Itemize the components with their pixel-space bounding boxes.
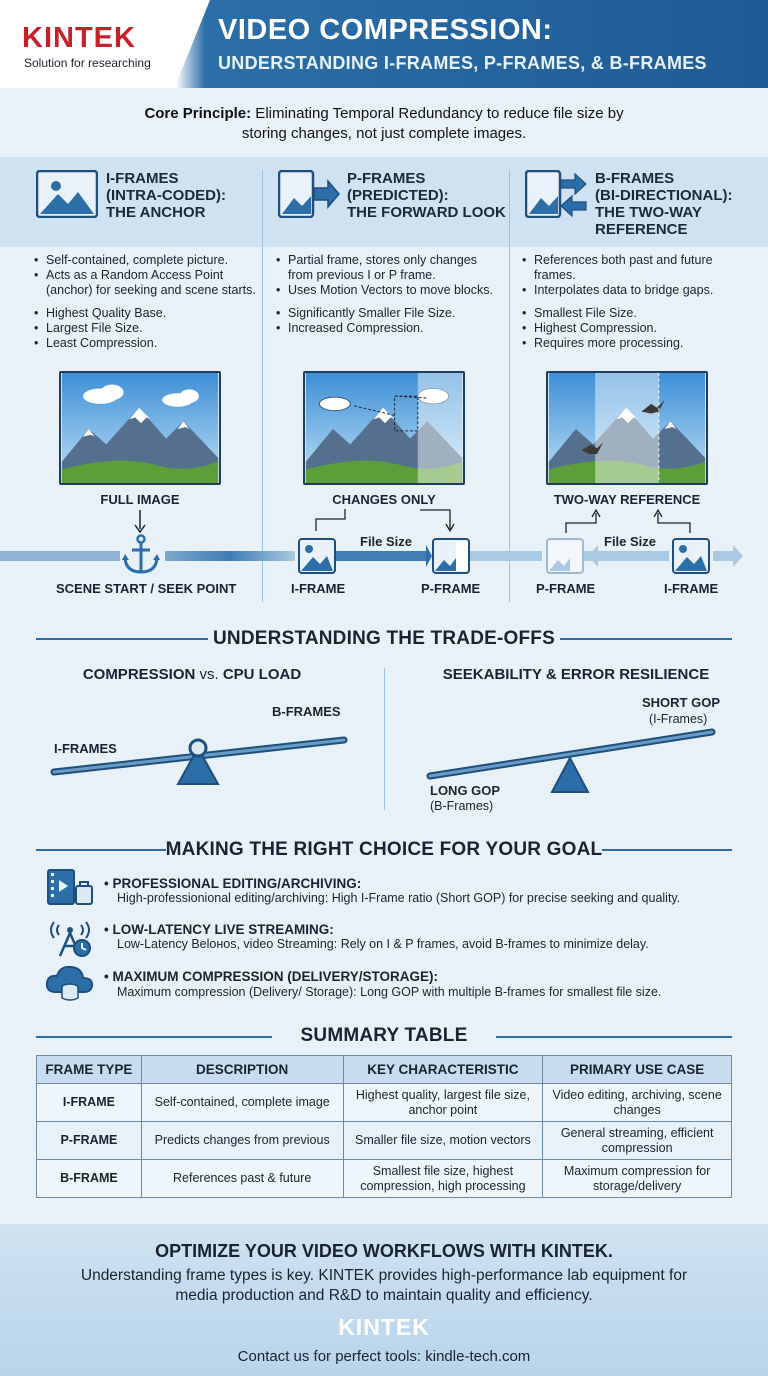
subtitle-part: COMPRESSION [82,666,200,683]
image-icon [36,170,98,218]
goal-heading-text: PROFESSIONAL EDITING/ARCHIVING: [112,876,362,891]
anchor-icon [122,534,160,576]
long-gop-label: LONG GOP [430,783,501,798]
table-cell: Maximum compression for storage/delivery [543,1160,732,1198]
file-size-label: File Size [604,534,657,549]
pframe-title-line: THE FORWARD LOOK [347,204,506,221]
iframe-bullets [34,253,260,351]
pframe-title-line: (PREDICTED): [347,187,449,204]
page-title: VIDEO COMPRESSION: [218,14,553,46]
list-item: • Least Compression. [34,336,260,351]
table-cell: B-FRAME [37,1160,142,1198]
pframe-label: P-FRAME [421,581,481,596]
core-principle-line2: storing changes, not just complete images. [241,125,527,142]
iframe-label: I-FRAME [664,581,719,596]
footer-title: OPTIMIZE YOUR VIDEO WORKFLOWS WITH KINTEK. [155,1241,613,1261]
goal-heading: • PROFESSIONAL EDITING/ARCHIVING: [104,876,362,891]
table-row [37,1160,732,1198]
short-gop-label: SHORT GOP [642,695,721,710]
iframe-thumbnail-icon [672,538,710,574]
list-item: • Highest Quality Base. [34,306,260,321]
pframe-thumbnail-icon [432,538,470,574]
long-gop-sub: (B-Frames) [430,799,494,813]
iframe-title-line: THE ANCHOR [106,204,206,221]
pframe-bullets [276,253,498,336]
table-row [37,1084,732,1122]
table-cell: General streaming, efficient compression [543,1122,732,1160]
list-item: • Highest Compression. [522,321,748,336]
list-item: • Uses Motion Vectors to move blocks. [276,283,498,298]
iframe-title-line: (INTRA-CODED): [106,187,226,204]
iframe-label: I-FRAME [291,581,346,596]
list-item: • Smallest File Size. [522,306,748,321]
pframe-title-line: P-FRAMES [347,170,426,187]
goal-heading-text: MAXIMUM COMPRESSION (DELIVERY/STORAGE): [112,969,439,984]
goal-heading: • MAXIMUM COMPRESSION (DELIVERY/STORAGE): [104,969,439,984]
iframe-title [106,170,226,221]
subtitle-part: CPU LOAD [218,666,302,683]
table-cell: References past & future [141,1160,343,1198]
bframe-title-line: (BI-DIRECTIONAL): [595,187,733,204]
list-item: • Acts as a Random Access Point (anchor) for seeking and scene starts. [34,268,260,298]
pframe-thumbnail-icon [546,538,584,574]
column-header: KEY CHARACTERISTIC [343,1056,543,1084]
core-principle [0,104,768,144]
two-way-reference-caption: TWO-WAY REFERENCE [553,492,701,507]
iframe-title-line: I-FRAMES [106,170,179,187]
table-cell: Self-contained, complete image [141,1084,343,1122]
contact-link[interactable]: Contact us for perfect tools: kindle-tech.com [237,1348,531,1365]
bframe-title-line: REFERENCE [595,221,688,238]
logo-tagline: Solution for researching [24,56,151,70]
seesaw-high-label: B-FRAMES [272,704,341,719]
tradeoffs-divider [384,668,385,810]
list-item: • Largest File Size. [34,321,260,336]
changes-only-caption: CHANGES ONLY [332,492,436,507]
bframe-title-line: B-FRAMES [595,170,675,187]
seek-point-label: SCENE START / SEEK POINT [56,581,237,596]
column-header: PRIMARY USE CASE [543,1056,732,1084]
summary-title: SUMMARY TABLE [300,1025,468,1046]
page-subtitle: UNDERSTANDING I-FRAMES, P-FRAMES, & B-FRAMES [218,53,707,73]
list-item: • Partial frame, stores only changes from previous I or P frame. [276,253,498,283]
forward-arrow-icon [278,170,340,218]
changes-only-picture [303,371,465,485]
table-cell: Video editing, archiving, scene changes [543,1084,732,1122]
table-cell: I-FRAME [37,1084,142,1122]
short-gop-sub: (I-Frames) [649,712,708,726]
file-size-label: File Size [360,534,413,549]
full-image-picture [59,371,221,485]
list-item: • Self-contained, complete picture. [34,253,260,268]
goal-heading-text: LOW-LATENCY LIVE STREAMING: [112,922,334,937]
table-cell: P-FRAME [37,1122,142,1160]
summary-table [36,1055,732,1198]
table-cell: Smallest file size, highest compression, high processing [343,1160,543,1198]
table-cell: Highest quality, largest file size, anchor point [343,1084,543,1122]
cloud-storage-icon [44,962,96,1004]
footer-body: Understanding frame types is key. KINTEK provides high-performance lab equipment for media production and R&D to maintain quality and efficiency. [80,1267,688,1304]
column-header: FRAME TYPE [37,1056,142,1084]
two-way-reference-picture [546,371,708,485]
kintek-logo[interactable]: KINTEK [22,22,136,54]
subtitle-part: vs. [199,666,219,683]
pframe-title [347,170,506,221]
iframe-thumbnail-icon [298,538,336,574]
seesaw-low-label: I-FRAMES [54,741,117,756]
column-header: DESCRIPTION [141,1056,343,1084]
list-item: • Significantly Smaller File Size. [276,306,498,321]
full-image-caption: FULL IMAGE [100,492,180,507]
film-editing-icon [44,868,96,908]
list-item: • Interpolates data to bridge gaps. [522,283,748,298]
table-header-row [37,1056,732,1084]
core-principle-line1: Eliminating Temporal Redundancy to reduce file size by [251,105,624,122]
goal-description: High-professionional editing/archiving: High I-Frame ratio (Short GOP) for precise seeking and quality. [117,891,681,905]
compression-vs-cpu-title [0,666,384,683]
goal-description: Low-Latency Beloнos, video Streaming: Rely on I & P frames, avoid B-frames to minimize delay. [117,937,649,951]
list-item: • References both past and future frames. [522,253,748,283]
bframe-title-line: THE TWO-WAY [595,204,702,221]
seekability-title: SEEKABILITY & ERROR RESILIENCE [442,666,710,683]
goal-description: Maximum compression (Delivery/ Storage): Long GOP with multiple B-frames for smallest file size. [117,985,662,999]
bframe-title [595,170,732,238]
goal-heading: • LOW-LATENCY LIVE STREAMING: [104,922,334,937]
tradeoffs-title: UNDERSTANDING THE TRADE-OFFS [213,628,555,649]
bframe-bullets [522,253,748,351]
table-cell: Predicts changes from previous [141,1122,343,1160]
footer-logo[interactable]: KINTEK [338,1314,430,1340]
list-item: • Increased Compression. [276,321,498,336]
list-item: • Requires more processing. [522,336,748,351]
pframe-label: P-FRAME [536,581,596,596]
table-row [37,1122,732,1160]
table-cell: Smaller file size, motion vectors [343,1122,543,1160]
goals-title: MAKING THE RIGHT CHOICE FOR YOUR GOAL [165,839,603,860]
broadcast-tower-clock-icon [46,916,96,958]
bidirectional-arrows-icon [525,170,587,218]
core-principle-label: Core Principle: [144,105,252,122]
